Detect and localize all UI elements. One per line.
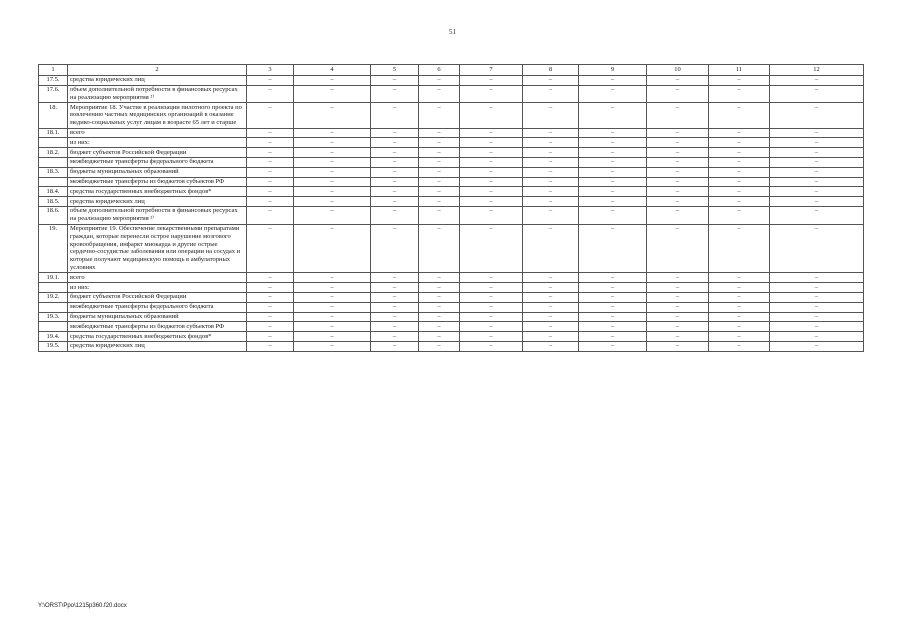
value-cell: – xyxy=(371,148,419,158)
value-cell: – xyxy=(770,312,864,322)
value-cell: – xyxy=(371,322,419,332)
value-cell: – xyxy=(460,273,523,283)
value-cell: – xyxy=(419,187,460,197)
value-cell: – xyxy=(460,224,523,273)
value-cell: – xyxy=(579,187,647,197)
row-number-cell: 18.5. xyxy=(39,197,68,207)
value-cell: – xyxy=(460,148,523,158)
value-cell: – xyxy=(371,128,419,138)
value-cell: – xyxy=(770,224,864,273)
value-cell: – xyxy=(770,332,864,342)
row-name-cell: Мероприятие 19. Обеспечение лекарственными препаратами граждан, которые перенесли острое нарушение мозгового кровообращения, инфаркт миокарда и другие острые сердечно-сосудистые заболевания или операции на сосудах и которые получают медицинскую помощь в амбулаторных условиях xyxy=(68,224,247,273)
row-name-cell: Мероприятие 18. Участие в реализации пилотного проекта по вовлечению частных медицинских организаций в оказание медико-социальных услуг лицам в возрасте 65 лет и старше xyxy=(68,103,247,128)
value-cell: – xyxy=(523,224,579,273)
value-cell: – xyxy=(647,206,709,224)
value-cell: – xyxy=(247,332,294,342)
value-cell: – xyxy=(770,177,864,187)
value-cell: – xyxy=(294,302,371,312)
value-cell: – xyxy=(647,177,709,187)
value-cell: – xyxy=(294,224,371,273)
row-name-cell: из них: xyxy=(68,283,247,293)
value-cell: – xyxy=(460,197,523,207)
row-number-cell: 19.3. xyxy=(39,312,68,322)
row-number-cell: 18.3. xyxy=(39,167,68,177)
value-cell: – xyxy=(709,224,770,273)
row-number-cell: 19.1. xyxy=(39,273,68,283)
row-name-cell: из них: xyxy=(68,138,247,148)
value-cell: – xyxy=(247,341,294,351)
value-cell: – xyxy=(419,206,460,224)
row-number-cell: 19.2. xyxy=(39,292,68,302)
value-cell: – xyxy=(371,167,419,177)
value-cell: – xyxy=(647,302,709,312)
row-number-cell: 18.1. xyxy=(39,128,68,138)
value-cell: – xyxy=(460,85,523,103)
value-cell: – xyxy=(770,85,864,103)
value-cell: – xyxy=(419,75,460,85)
value-cell: – xyxy=(460,138,523,148)
value-cell: – xyxy=(709,273,770,283)
value-cell: – xyxy=(460,332,523,342)
row-name-cell: бюджет субъектов Российской Федерации xyxy=(68,292,247,302)
value-cell: – xyxy=(523,167,579,177)
value-cell: – xyxy=(709,206,770,224)
value-cell: – xyxy=(523,103,579,128)
value-cell: – xyxy=(709,128,770,138)
value-cell: – xyxy=(709,177,770,187)
value-cell: – xyxy=(647,283,709,293)
row-number-cell: 18.4. xyxy=(39,187,68,197)
value-cell: – xyxy=(770,292,864,302)
value-cell: – xyxy=(579,167,647,177)
row-name-cell: средства юридических лиц xyxy=(68,197,247,207)
value-cell: – xyxy=(460,322,523,332)
value-cell: – xyxy=(371,312,419,322)
value-cell: – xyxy=(770,322,864,332)
table-row xyxy=(39,148,864,158)
value-cell: – xyxy=(294,103,371,128)
row-number-cell xyxy=(39,138,68,148)
row-name-cell: межбюджетные трансферты из бюджетов субъектов РФ xyxy=(68,177,247,187)
value-cell: – xyxy=(371,224,419,273)
value-cell: – xyxy=(709,148,770,158)
value-cell: – xyxy=(523,128,579,138)
column-header: 9 xyxy=(579,65,647,76)
value-cell: – xyxy=(770,138,864,148)
value-cell: – xyxy=(523,148,579,158)
table-header-row xyxy=(39,65,864,76)
row-name-cell: бюджеты муниципальных образований xyxy=(68,167,247,177)
column-header: 3 xyxy=(247,65,294,76)
value-cell: – xyxy=(294,75,371,85)
value-cell: – xyxy=(647,75,709,85)
row-name-cell: средства юридических лиц xyxy=(68,341,247,351)
value-cell: – xyxy=(460,167,523,177)
value-cell: – xyxy=(247,167,294,177)
table-row xyxy=(39,302,864,312)
value-cell: – xyxy=(579,138,647,148)
table-row xyxy=(39,187,864,197)
value-cell: – xyxy=(371,283,419,293)
value-cell: – xyxy=(419,128,460,138)
value-cell: – xyxy=(709,157,770,167)
value-cell: – xyxy=(247,292,294,302)
value-cell: – xyxy=(371,157,419,167)
value-cell: – xyxy=(371,197,419,207)
row-name-cell: средства государственных внебюджетных фондов* xyxy=(68,332,247,342)
value-cell: – xyxy=(247,138,294,148)
row-name-cell: объем дополнительной потребности в финансовых ресурсах на реализацию мероприятия ²⁾ xyxy=(68,206,247,224)
value-cell: – xyxy=(523,332,579,342)
row-number-cell: 19.5. xyxy=(39,341,68,351)
table-row xyxy=(39,75,864,85)
value-cell: – xyxy=(647,128,709,138)
row-name-cell: межбюджетные трансферты из бюджетов субъектов РФ xyxy=(68,322,247,332)
row-number-cell: 18. xyxy=(39,103,68,128)
column-header: 4 xyxy=(294,65,371,76)
table-row xyxy=(39,103,864,128)
table-row xyxy=(39,312,864,322)
value-cell: – xyxy=(294,341,371,351)
row-number-cell: 19. xyxy=(39,224,68,273)
value-cell: – xyxy=(523,177,579,187)
value-cell: – xyxy=(709,292,770,302)
row-number-cell: 17.5. xyxy=(39,75,68,85)
value-cell: – xyxy=(579,206,647,224)
value-cell: – xyxy=(371,273,419,283)
value-cell: – xyxy=(523,302,579,312)
value-cell: – xyxy=(247,85,294,103)
value-cell: – xyxy=(247,273,294,283)
value-cell: – xyxy=(419,167,460,177)
row-name-cell: объем дополнительной потребности в финансовых ресурсах на реализацию мероприятия ²⁾ xyxy=(68,85,247,103)
value-cell: – xyxy=(647,322,709,332)
row-number-cell: 17.6. xyxy=(39,85,68,103)
value-cell: – xyxy=(523,292,579,302)
value-cell: – xyxy=(371,206,419,224)
value-cell: – xyxy=(460,187,523,197)
value-cell: – xyxy=(460,292,523,302)
value-cell: – xyxy=(579,322,647,332)
value-cell: – xyxy=(294,332,371,342)
value-cell: – xyxy=(770,341,864,351)
table-row xyxy=(39,292,864,302)
value-cell: – xyxy=(647,312,709,322)
value-cell: – xyxy=(460,157,523,167)
value-cell: – xyxy=(247,157,294,167)
value-cell: – xyxy=(294,138,371,148)
value-cell: – xyxy=(770,167,864,177)
table-row xyxy=(39,322,864,332)
value-cell: – xyxy=(419,273,460,283)
value-cell: – xyxy=(460,206,523,224)
value-cell: – xyxy=(647,138,709,148)
value-cell: – xyxy=(294,167,371,177)
value-cell: – xyxy=(523,85,579,103)
value-cell: – xyxy=(460,341,523,351)
value-cell: – xyxy=(371,302,419,312)
value-cell: – xyxy=(247,283,294,293)
value-cell: – xyxy=(579,75,647,85)
value-cell: – xyxy=(770,157,864,167)
column-header: 7 xyxy=(460,65,523,76)
value-cell: – xyxy=(647,273,709,283)
value-cell: – xyxy=(371,332,419,342)
value-cell: – xyxy=(709,167,770,177)
value-cell: – xyxy=(579,341,647,351)
value-cell: – xyxy=(419,283,460,293)
value-cell: – xyxy=(247,177,294,187)
value-cell: – xyxy=(460,128,523,138)
value-cell: – xyxy=(247,224,294,273)
value-cell: – xyxy=(709,187,770,197)
column-header: 12 xyxy=(770,65,864,76)
value-cell: – xyxy=(460,103,523,128)
value-cell: – xyxy=(294,292,371,302)
value-cell: – xyxy=(247,148,294,158)
value-cell: – xyxy=(247,322,294,332)
value-cell: – xyxy=(647,292,709,302)
value-cell: – xyxy=(523,341,579,351)
table-row xyxy=(39,138,864,148)
value-cell: – xyxy=(579,197,647,207)
value-cell: – xyxy=(579,177,647,187)
value-cell: – xyxy=(419,322,460,332)
value-cell: – xyxy=(247,103,294,128)
table-row xyxy=(39,167,864,177)
value-cell: – xyxy=(770,187,864,197)
value-cell: – xyxy=(523,206,579,224)
value-cell: – xyxy=(709,75,770,85)
value-cell: – xyxy=(294,177,371,187)
value-cell: – xyxy=(647,197,709,207)
value-cell: – xyxy=(770,273,864,283)
value-cell: – xyxy=(371,138,419,148)
value-cell: – xyxy=(523,138,579,148)
value-cell: – xyxy=(770,128,864,138)
table-row xyxy=(39,128,864,138)
value-cell: – xyxy=(294,206,371,224)
value-cell: – xyxy=(419,302,460,312)
value-cell: – xyxy=(247,197,294,207)
value-cell: – xyxy=(579,273,647,283)
value-cell: – xyxy=(579,332,647,342)
table-row xyxy=(39,197,864,207)
value-cell: – xyxy=(419,157,460,167)
value-cell: – xyxy=(294,197,371,207)
column-header: 2 xyxy=(68,65,247,76)
value-cell: – xyxy=(247,75,294,85)
row-number-cell xyxy=(39,157,68,167)
column-header: 10 xyxy=(647,65,709,76)
column-header: 11 xyxy=(709,65,770,76)
value-cell: – xyxy=(579,128,647,138)
table-row xyxy=(39,273,864,283)
budget-table xyxy=(38,64,864,352)
value-cell: – xyxy=(247,128,294,138)
value-cell: – xyxy=(419,341,460,351)
row-number-cell: 18.6. xyxy=(39,206,68,224)
value-cell: – xyxy=(371,85,419,103)
value-cell: – xyxy=(770,283,864,293)
value-cell: – xyxy=(579,302,647,312)
value-cell: – xyxy=(294,312,371,322)
value-cell: – xyxy=(419,224,460,273)
value-cell: – xyxy=(419,177,460,187)
value-cell: – xyxy=(709,322,770,332)
value-cell: – xyxy=(770,148,864,158)
value-cell: – xyxy=(419,312,460,322)
value-cell: – xyxy=(647,224,709,273)
value-cell: – xyxy=(371,341,419,351)
value-cell: – xyxy=(709,103,770,128)
value-cell: – xyxy=(647,187,709,197)
value-cell: – xyxy=(579,148,647,158)
row-number-cell xyxy=(39,322,68,332)
value-cell: – xyxy=(709,332,770,342)
row-name-cell: средства юридических лиц xyxy=(68,75,247,85)
row-number-cell xyxy=(39,283,68,293)
value-cell: – xyxy=(460,177,523,187)
value-cell: – xyxy=(770,75,864,85)
table-row xyxy=(39,341,864,351)
value-cell: – xyxy=(709,312,770,322)
value-cell: – xyxy=(647,148,709,158)
row-name-cell: бюджет субъектов Российской Федерации xyxy=(68,148,247,158)
value-cell: – xyxy=(371,177,419,187)
table-body xyxy=(39,75,864,351)
value-cell: – xyxy=(294,148,371,158)
table-row xyxy=(39,206,864,224)
value-cell: – xyxy=(579,283,647,293)
value-cell: – xyxy=(579,312,647,322)
row-name-cell: всего xyxy=(68,128,247,138)
value-cell: – xyxy=(247,312,294,322)
value-cell: – xyxy=(523,312,579,322)
value-cell: – xyxy=(709,197,770,207)
value-cell: – xyxy=(579,157,647,167)
row-name-cell: межбюджетные трансферты федерального бюджета xyxy=(68,302,247,312)
value-cell: – xyxy=(247,302,294,312)
value-cell: – xyxy=(460,302,523,312)
value-cell: – xyxy=(770,302,864,312)
value-cell: – xyxy=(371,75,419,85)
value-cell: – xyxy=(460,283,523,293)
value-cell: – xyxy=(579,85,647,103)
value-cell: – xyxy=(419,332,460,342)
value-cell: – xyxy=(460,75,523,85)
value-cell: – xyxy=(294,283,371,293)
value-cell: – xyxy=(647,103,709,128)
value-cell: – xyxy=(647,167,709,177)
value-cell: – xyxy=(770,103,864,128)
value-cell: – xyxy=(647,332,709,342)
value-cell: – xyxy=(419,138,460,148)
table-row xyxy=(39,85,864,103)
value-cell: – xyxy=(294,128,371,138)
value-cell: – xyxy=(709,138,770,148)
value-cell: – xyxy=(523,273,579,283)
value-cell: – xyxy=(770,206,864,224)
value-cell: – xyxy=(709,283,770,293)
table-row xyxy=(39,332,864,342)
value-cell: – xyxy=(247,206,294,224)
row-number-cell: 19.4. xyxy=(39,332,68,342)
row-name-cell: всего xyxy=(68,273,247,283)
value-cell: – xyxy=(419,197,460,207)
row-number-cell xyxy=(39,302,68,312)
row-name-cell: межбюджетные трансферты федерального бюджета xyxy=(68,157,247,167)
value-cell: – xyxy=(371,292,419,302)
value-cell: – xyxy=(371,103,419,128)
value-cell: – xyxy=(709,85,770,103)
value-cell: – xyxy=(419,103,460,128)
value-cell: – xyxy=(647,341,709,351)
value-cell: – xyxy=(419,148,460,158)
value-cell: – xyxy=(579,103,647,128)
table-row xyxy=(39,157,864,167)
value-cell: – xyxy=(647,157,709,167)
value-cell: – xyxy=(294,273,371,283)
value-cell: – xyxy=(647,85,709,103)
table-row xyxy=(39,177,864,187)
value-cell: – xyxy=(523,187,579,197)
value-cell: – xyxy=(523,322,579,332)
column-header: 8 xyxy=(523,65,579,76)
value-cell: – xyxy=(709,341,770,351)
value-cell: – xyxy=(523,157,579,167)
value-cell: – xyxy=(460,312,523,322)
row-name-cell: бюджеты муниципальных образований xyxy=(68,312,247,322)
row-name-cell: средства государственных внебюджетных фондов* xyxy=(68,187,247,197)
column-header: 5 xyxy=(371,65,419,76)
value-cell: – xyxy=(579,292,647,302)
row-number-cell: 18.2. xyxy=(39,148,68,158)
value-cell: – xyxy=(294,322,371,332)
value-cell: – xyxy=(419,292,460,302)
budget-table-container xyxy=(38,64,863,352)
value-cell: – xyxy=(709,302,770,312)
value-cell: – xyxy=(579,224,647,273)
value-cell: – xyxy=(770,197,864,207)
table-row xyxy=(39,283,864,293)
value-cell: – xyxy=(523,197,579,207)
value-cell: – xyxy=(523,75,579,85)
column-header: 1 xyxy=(39,65,68,76)
value-cell: – xyxy=(247,187,294,197)
value-cell: – xyxy=(523,283,579,293)
row-number-cell xyxy=(39,177,68,187)
value-cell: – xyxy=(419,85,460,103)
value-cell: – xyxy=(294,187,371,197)
value-cell: – xyxy=(294,85,371,103)
column-header: 6 xyxy=(419,65,460,76)
value-cell: – xyxy=(371,187,419,197)
page-number: 51 xyxy=(449,28,456,36)
table-row xyxy=(39,224,864,273)
document-file-path: Y:\ORST\Ppo\1215p360.f20.docx xyxy=(38,603,127,609)
value-cell: – xyxy=(294,157,371,167)
